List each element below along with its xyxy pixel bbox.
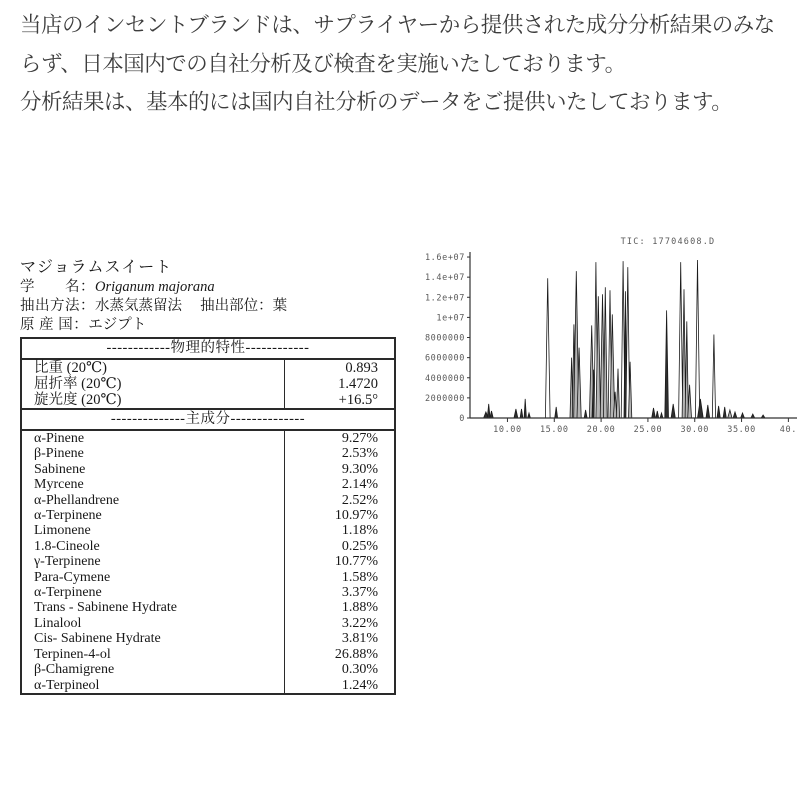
y-tick-label: 6000000	[424, 353, 465, 364]
chromatogram-peak	[545, 278, 550, 418]
table-row	[22, 493, 394, 508]
table-row	[22, 570, 394, 585]
component-value: 1.18%	[284, 523, 394, 538]
chromatogram-peak	[555, 407, 558, 418]
property-name: 屈折率 (20℃)	[34, 376, 122, 392]
component-value: 2.53%	[284, 446, 394, 461]
property-name: 旋光度 (20℃)	[34, 392, 122, 408]
component-value: 1.58%	[284, 570, 394, 585]
component-value: 3.22%	[284, 616, 394, 631]
y-tick-label: 1.6e+07	[424, 253, 465, 264]
spec-field-row	[20, 316, 396, 335]
y-tick-label: 2000000	[424, 393, 465, 404]
chromatogram-peak	[660, 413, 663, 418]
component-value: 26.88%	[284, 647, 394, 662]
table-row	[22, 647, 394, 662]
spec-field-value: Origanum majorana	[95, 279, 215, 295]
component-name: Limonene	[34, 523, 91, 539]
component-value: 9.30%	[284, 462, 394, 477]
table-row	[22, 360, 394, 376]
component-value: 1.24%	[284, 678, 394, 693]
component-name: β-Chamigrene	[34, 662, 115, 678]
chromatogram-peak	[603, 287, 607, 418]
x-tick-label: 10.00	[493, 425, 522, 435]
chromatogram-svg	[416, 232, 800, 444]
table-row	[22, 585, 394, 600]
physical-properties-rows	[22, 360, 394, 408]
y-tick-label: 8000000	[424, 333, 465, 344]
table-row	[22, 616, 394, 631]
table-row	[22, 376, 394, 392]
spec-field-value: エジプト	[88, 317, 147, 333]
chromatogram-peak	[728, 410, 732, 418]
spec-fields	[20, 278, 396, 335]
chromatogram-peak	[490, 411, 493, 418]
table-row	[22, 539, 394, 554]
y-tick-label: 1.2e+07	[424, 293, 465, 304]
chromatogram-peak	[685, 321, 688, 418]
component-name: Linalool	[34, 615, 82, 631]
component-value: 2.52%	[284, 493, 394, 508]
chromatogram-peak	[520, 409, 523, 418]
y-tick-label: 1e+07	[436, 313, 465, 324]
chromatogram-peak	[717, 406, 720, 418]
component-name: γ-Terpinene	[34, 554, 101, 570]
table-row	[22, 477, 394, 492]
component-list	[22, 431, 394, 693]
component-name: α-Terpineol	[34, 677, 100, 693]
component-value: 3.37%	[284, 585, 394, 600]
table-row	[22, 554, 394, 569]
physical-properties-header: ------------物理的特性------------	[22, 339, 394, 360]
spec-field-row	[20, 297, 396, 316]
component-name: Para-Cymene	[34, 569, 111, 585]
component-name: α-Phellandrene	[34, 492, 120, 508]
component-name: Terpinen-4-ol	[34, 646, 111, 662]
component-name: 1.8-Cineole	[34, 538, 100, 554]
component-name: Trans - Sabinene Hydrate	[34, 600, 177, 616]
component-name: Myrcene	[34, 477, 84, 493]
spec-field-row	[20, 278, 396, 297]
table-row	[22, 678, 394, 693]
chromatogram-peak	[514, 409, 518, 418]
x-tick-label: 35.00	[727, 425, 756, 435]
table-row	[22, 631, 394, 646]
property-value: 1.4720	[284, 376, 394, 392]
table-row	[22, 462, 394, 477]
component-value: 9.27%	[284, 431, 394, 446]
intro-paragraph-1: 当店のインセントブランドは、サプライヤーから提供された成分分析結果のみならず、日本国内での自社分析及び検査を実施いたしております。	[20, 13, 775, 76]
chromatogram-peak	[712, 335, 715, 419]
component-name: Sabinene	[34, 461, 86, 477]
property-value: 0.893	[284, 360, 394, 376]
y-tick-label: 0	[459, 414, 465, 424]
chromatogram-peak	[665, 310, 669, 418]
tic-chromatogram-chart	[416, 232, 800, 444]
component-value: 0.30%	[284, 662, 394, 677]
chart-title: TIC: 17704608.D	[620, 237, 716, 247]
intro-text	[20, 6, 790, 122]
table-row	[22, 662, 394, 677]
component-value: 10.97%	[284, 508, 394, 523]
chromatogram-peak	[616, 369, 619, 418]
table-row	[22, 392, 394, 408]
main-components-header: --------------主成分--------------	[22, 408, 394, 431]
chromatogram-peak	[695, 260, 699, 418]
spec-table	[20, 337, 396, 695]
component-value: 1.88%	[284, 600, 394, 615]
component-value: 2.14%	[284, 477, 394, 492]
component-name: α-Pinene	[34, 431, 85, 446]
table-row	[22, 431, 394, 446]
chromatogram-peak	[741, 413, 745, 418]
chromatogram-peak	[487, 404, 490, 418]
property-name: 比重 (20℃)	[34, 360, 108, 376]
product-name: マジョラムスイート	[20, 259, 173, 276]
chromatogram-peak	[528, 413, 531, 418]
spec-sheet	[20, 258, 396, 695]
chromatogram-peak	[652, 408, 656, 418]
component-value: 0.25%	[284, 539, 394, 554]
spec-field-value: 水蒸気蒸留法 抽出部位：葉	[95, 298, 288, 314]
y-tick-label: 1.4e+07	[424, 273, 465, 284]
component-name: Cis- Sabinene Hydrate	[34, 631, 161, 647]
chromatogram-peak	[733, 412, 737, 418]
x-tick-label: 25.00	[633, 425, 663, 435]
x-tick-label: 40.	[779, 425, 797, 435]
intro-paragraph-2: 分析結果は、基本的には国内自社分析のデータをご提供いたしております。	[20, 90, 733, 114]
chromatogram-peak	[671, 404, 675, 418]
x-tick-label: 15.00	[539, 425, 569, 435]
component-name: α-Terpinene	[34, 508, 102, 524]
table-row	[22, 446, 394, 461]
component-name: α-Terpinene	[34, 585, 102, 601]
component-name: β-Pinene	[34, 446, 84, 462]
x-tick-label: 20.00	[586, 425, 616, 435]
property-value: +16.5°	[284, 392, 394, 408]
chromatogram-peak	[524, 399, 526, 418]
spec-field-label: 原 産 国：	[20, 317, 89, 333]
spec-field-label: 学 名：	[20, 279, 95, 295]
table-row	[22, 508, 394, 523]
y-tick-label: 4000000	[424, 373, 465, 384]
chromatogram-peak	[706, 405, 710, 418]
table-row	[22, 523, 394, 538]
x-tick-label: 30.00	[680, 425, 710, 435]
table-row	[22, 600, 394, 615]
spec-field-label: 抽出方法：	[20, 298, 95, 314]
chromatogram-peak	[656, 411, 659, 418]
component-value: 3.81%	[284, 631, 394, 646]
chromatogram-peak	[723, 407, 726, 418]
component-value: 10.77%	[284, 554, 394, 569]
chromatogram-peak	[584, 410, 587, 418]
